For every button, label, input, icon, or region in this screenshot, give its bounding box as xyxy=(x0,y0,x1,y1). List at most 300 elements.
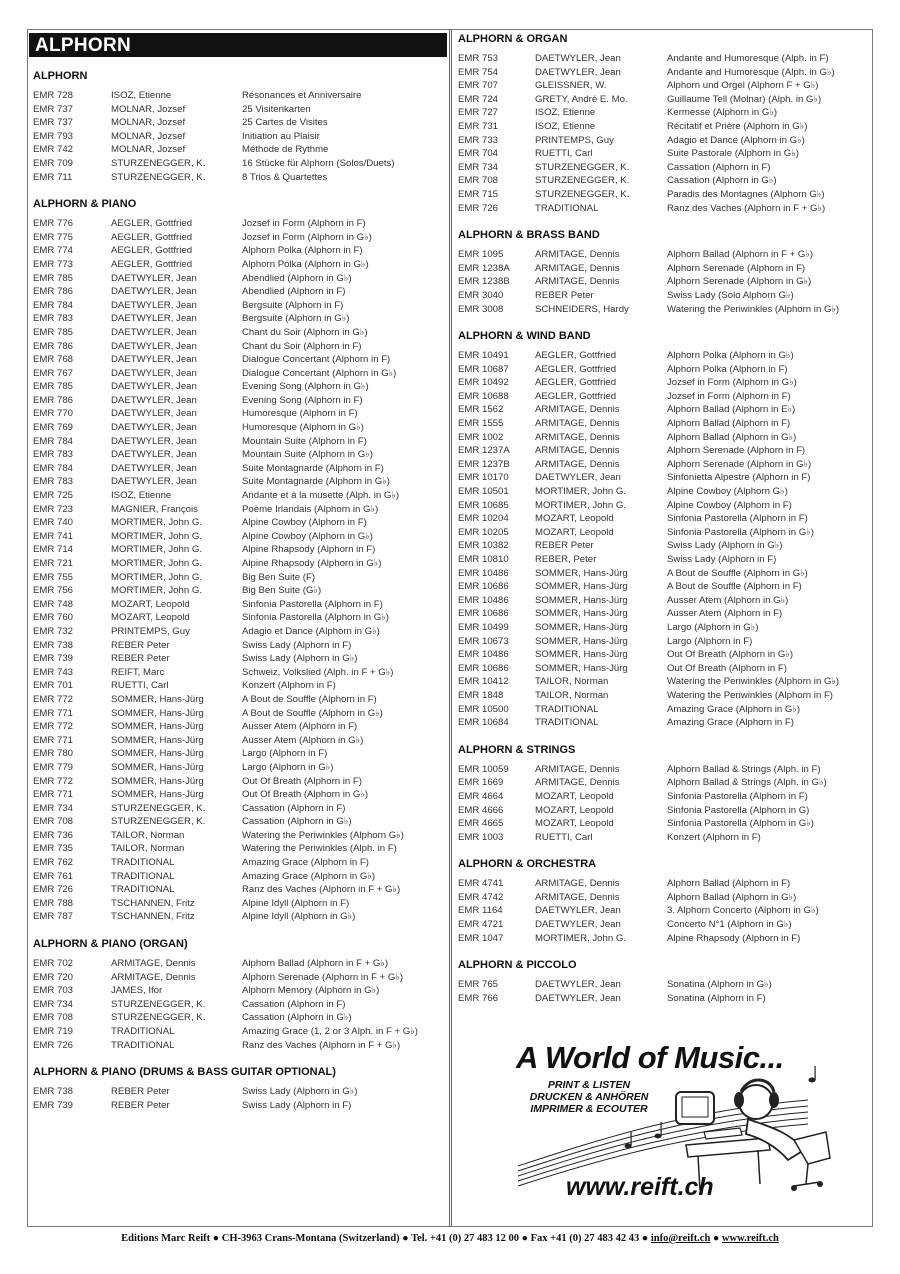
catalogue-row xyxy=(458,444,868,458)
work-title: Dialogue Concertant (Alphorn in F) xyxy=(242,354,391,366)
composer-name: AEGLER, Gottfried xyxy=(111,218,193,230)
composer-name: SOMMER, Hans-Jürg xyxy=(111,775,204,787)
work-title: Sinfonia Pastorella (Alphorn in G♭) xyxy=(667,526,814,538)
catalogue-number: EMR 732 xyxy=(33,625,73,637)
work-title: Initiation au Plaisir xyxy=(242,130,320,142)
work-title: Alphorn Serenade (Alphorn in G♭) xyxy=(667,276,812,288)
work-title: Alphorn Serenade (Alphorn in F) xyxy=(667,445,806,457)
left-column xyxy=(33,70,443,1126)
catalogue-row xyxy=(458,817,868,831)
catalogue-number: EMR 743 xyxy=(33,666,73,678)
work-title: Récitatif et Prière (Alphorn in G♭) xyxy=(667,120,808,132)
catalogue-row xyxy=(33,1039,443,1053)
catalogue-row xyxy=(33,258,443,272)
catalogue-row xyxy=(33,462,443,476)
work-title: Mountain Suite (Alphorn in G♭) xyxy=(242,449,373,461)
catalogue-row xyxy=(458,877,868,891)
work-title: Bergsuite (Alphorn in G♭) xyxy=(242,313,350,325)
catalogue-row xyxy=(458,349,868,363)
catalogue-row xyxy=(458,621,868,635)
catalogue-section xyxy=(33,938,443,1052)
composer-name: SOMMER, Hans-Jürg xyxy=(535,567,628,579)
catalogue-row xyxy=(33,775,443,789)
catalogue-number: EMR 723 xyxy=(33,503,73,515)
work-title: Big Ben Suite (G♭) xyxy=(242,585,322,597)
composer-name: AEGLER, Gottfried xyxy=(535,377,617,389)
composer-name: ARMITAGE, Dennis xyxy=(535,276,620,288)
catalogue-row xyxy=(458,120,868,134)
catalogue-section xyxy=(458,959,868,1005)
work-title: Suite Pastorale (Alphorn in G♭) xyxy=(667,148,799,160)
composer-name: DAETWYLER, Jean xyxy=(111,313,197,325)
catalogue-number: EMR 1555 xyxy=(458,418,504,430)
catalogue-number: EMR 726 xyxy=(33,1039,73,1051)
catalogue-number: EMR 10412 xyxy=(458,676,509,688)
catalogue-number: EMR 10685 xyxy=(458,499,509,511)
catalogue-number: EMR 703 xyxy=(33,985,73,997)
catalogue-number: EMR 734 xyxy=(33,998,73,1010)
work-title: Chant du Soir (Alphorn in G♭) xyxy=(242,326,368,338)
composer-name: TRADITIONAL xyxy=(111,1039,175,1051)
work-title: Suite Montagnarde (Alphorn in G♭) xyxy=(242,476,390,488)
composer-name: DAETWYLER, Jean xyxy=(111,326,197,338)
catalogue-row xyxy=(33,856,443,870)
work-title: Alphorn Ballad (Alphorn in F + G♭) xyxy=(667,249,814,261)
catalogue-row xyxy=(33,584,443,598)
catalogue-row xyxy=(33,611,443,625)
catalogue-number: EMR 708 xyxy=(33,816,73,828)
footer-email-link[interactable]: info@reift.ch xyxy=(650,1233,711,1244)
work-title: Alphorn Polka (Alphorn in F) xyxy=(242,245,363,257)
catalogue-number: EMR 774 xyxy=(33,245,73,257)
work-title: Watering the Periwinkles (Alph. in F) xyxy=(242,843,397,855)
composer-name: AEGLER, Gottfried xyxy=(535,363,617,375)
work-title: Sonatina (Alphorn in F) xyxy=(667,992,766,1004)
work-title: Swiss Lady (Alphorn in G♭) xyxy=(667,540,783,552)
catalogue-number: EMR 708 xyxy=(458,175,498,187)
work-title: Adagio et Dance (Alphorn in G♭) xyxy=(667,134,805,146)
composer-name: JAMES, Ifor xyxy=(111,985,163,997)
catalogue-row xyxy=(33,998,443,1012)
composer-name: DAETWYLER, Jean xyxy=(535,905,621,917)
column-divider xyxy=(449,29,452,1227)
catalogue-row xyxy=(33,598,443,612)
catalogue-number: EMR 785 xyxy=(33,381,73,393)
composer-name: TRADITIONAL xyxy=(535,717,599,729)
catalogue-number: EMR 776 xyxy=(33,218,73,230)
catalogue-row xyxy=(33,285,443,299)
work-title: Dialogue Concertant (Alphorn in G♭) xyxy=(242,367,397,379)
catalogue-number: EMR 770 xyxy=(33,408,73,420)
composer-name: DAETWYLER, Jean xyxy=(535,992,621,1004)
composer-name: ARMITAGE, Dennis xyxy=(535,418,620,430)
work-title: Bergsuite (Alphorn in F) xyxy=(242,299,344,311)
catalogue-number: EMR 771 xyxy=(33,789,73,801)
composer-name: RUETTI, Carl xyxy=(535,831,593,843)
work-title: Watering the Periwinkles (Alphorn G♭) xyxy=(242,829,404,841)
catalogue-number: EMR 719 xyxy=(33,1026,73,1037)
composer-name: MOLNAR, Jozsef xyxy=(111,144,186,156)
work-title: Alphorn Ballad & Strings (Alph. in G♭) xyxy=(667,777,827,789)
work-title: Swiss Lady (Solo Alphorn G♭) xyxy=(667,289,794,301)
catalogue-number: EMR 10686 xyxy=(458,608,509,620)
composer-name: ISOZ, Etienne xyxy=(535,120,596,132)
catalogue-row xyxy=(458,662,868,676)
composer-name: MORTIMER, John G. xyxy=(111,530,202,542)
work-title: Konzert (Alphorn in F) xyxy=(242,680,336,692)
catalogue-number: EMR 742 xyxy=(33,144,73,156)
work-title: Résonances et Anniversaire xyxy=(242,90,362,101)
catalogue-row xyxy=(458,161,868,175)
catalogue-row xyxy=(458,188,868,202)
catalogue-row xyxy=(458,992,868,1006)
catalogue-number: EMR 785 xyxy=(33,272,73,284)
work-title: Largo (Alphorn in G♭) xyxy=(242,761,334,773)
catalogue-row xyxy=(33,380,443,394)
catalogue-number: EMR 727 xyxy=(458,107,498,119)
catalogue-number: EMR 4742 xyxy=(458,891,504,903)
catalogue-row xyxy=(458,580,868,594)
logo-url: www.reift.ch xyxy=(566,1173,714,1201)
catalogue-number: EMR 10059 xyxy=(458,763,509,775)
composer-name: REBER Peter xyxy=(111,1086,170,1098)
composer-name: DAETWYLER, Jean xyxy=(535,53,621,64)
composer-name: TSCHANNEN, Fritz xyxy=(111,911,195,923)
catalogue-number: EMR 701 xyxy=(33,680,73,692)
work-title: Andante et à la musette (Alph. in G♭) xyxy=(242,490,400,502)
reift-logo xyxy=(508,1040,848,1205)
catalogue-number: EMR 10486 xyxy=(458,649,509,661)
footer-contact: Editions Marc Reift ● CH-3963 Crans-Montana (Switzerland) ● Tel. +41 (0) 27 483 12 00 ● Fax +41 (0) 27 483 42 43 ● xyxy=(121,1233,651,1244)
catalogue-number: EMR 10499 xyxy=(458,621,509,633)
catalogue-number: EMR 793 xyxy=(33,130,73,142)
catalogue-number: EMR 786 xyxy=(33,286,73,298)
composer-name: ARMITAGE, Dennis xyxy=(535,262,620,274)
work-title: Ranz des Vaches (Alphorn in F + G♭) xyxy=(242,1039,401,1051)
catalogue-row xyxy=(33,747,443,761)
work-title: Sinfonia Pastorella (Alphorn in G♭) xyxy=(667,818,814,830)
composer-name: MOZART, Leopold xyxy=(535,526,614,538)
work-title: Sinfonia Pastorella (Alphorn in G♭) xyxy=(242,612,389,624)
catalogue-number: EMR 754 xyxy=(458,66,498,78)
catalogue-row xyxy=(458,539,868,553)
catalogue-row xyxy=(33,707,443,721)
work-title: Ausser Atem (Alphorn in F) xyxy=(242,721,358,733)
catalogue-row xyxy=(458,471,868,485)
composer-name: DAETWYLER, Jean xyxy=(535,66,621,78)
catalogue-number: EMR 772 xyxy=(33,721,73,733)
catalogue-row xyxy=(458,553,868,567)
composer-name: TRADITIONAL xyxy=(111,884,175,896)
composer-name: DAETWYLER, Jean xyxy=(535,979,621,991)
work-title: Ausser Atem (Alphorn in G♭) xyxy=(242,734,364,746)
composer-name: ARMITAGE, Dennis xyxy=(535,445,620,457)
catalogue-row xyxy=(33,89,443,103)
catalogue-row xyxy=(33,625,443,639)
catalogue-number: EMR 784 xyxy=(33,299,73,311)
catalogue-number: EMR 3008 xyxy=(458,303,504,315)
work-title: Alphorn Ballad (Alphorn in G♭) xyxy=(667,431,797,443)
composer-name: REBER, Peter xyxy=(535,554,597,565)
work-title: Humoresque (Alphorn in F) xyxy=(242,408,358,420)
composer-name: SOMMER, Hans-Jürg xyxy=(535,662,628,674)
catalogue-row xyxy=(33,815,443,829)
catalogue-row xyxy=(33,407,443,421)
composer-name: DAETWYLER, Jean xyxy=(111,286,197,298)
catalogue-number: EMR 4664 xyxy=(458,790,504,802)
composer-name: TAILOR, Norman xyxy=(535,676,609,688)
catalogue-number: EMR 725 xyxy=(33,490,73,502)
catalogue-row xyxy=(33,326,443,340)
work-title: 25 Cartes de Visites xyxy=(242,117,328,129)
catalogue-list xyxy=(458,349,868,730)
catalogue-number: EMR 788 xyxy=(33,897,73,909)
catalogue-row xyxy=(458,831,868,845)
catalogue-number: EMR 10687 xyxy=(458,363,509,375)
catalogue-row xyxy=(33,516,443,530)
catalogue-row xyxy=(33,435,443,449)
section-title: ALPHORN & WIND BAND xyxy=(458,330,591,343)
composer-name: STURZENEGGER, K. xyxy=(535,161,630,173)
composer-name: DAETWYLER, Jean xyxy=(111,408,197,420)
composer-name: SOMMER, Hans-Jürg xyxy=(111,789,204,801)
section-title: ALPHORN xyxy=(33,70,88,82)
catalogue-row xyxy=(458,918,868,932)
composer-name: MORTIMER, John G. xyxy=(535,486,626,498)
composer-name: STURZENEGGER, K. xyxy=(111,998,206,1010)
catalogue-number: EMR 785 xyxy=(33,326,73,338)
catalogue-number: EMR 1047 xyxy=(458,932,504,944)
catalogue-list xyxy=(458,877,868,945)
catalogue-row xyxy=(33,971,443,985)
catalogue-number: EMR 766 xyxy=(458,992,498,1004)
composer-name: REBER Peter xyxy=(535,540,594,552)
catalogue-number: EMR 1238A xyxy=(458,262,510,274)
composer-name: ARMITAGE, Dennis xyxy=(535,404,620,416)
work-title: Cassation (Alphorn in F) xyxy=(242,802,346,814)
composer-name: MOZART, Leopold xyxy=(535,513,614,525)
composer-name: DAETWYLER, Jean xyxy=(111,449,197,461)
catalogue-row xyxy=(458,891,868,905)
composer-name: ISOZ, Etienne xyxy=(111,490,172,502)
catalogue-section xyxy=(33,70,443,184)
composer-name: SOMMER, Hans-Jürg xyxy=(535,635,628,647)
catalogue-number: EMR 4721 xyxy=(458,919,504,931)
catalogue-number: EMR 772 xyxy=(33,693,73,705)
catalogue-number: EMR 768 xyxy=(33,354,73,366)
catalogue-number: EMR 783 xyxy=(33,313,73,325)
catalogue-row xyxy=(33,557,443,571)
work-title: Big Ben Suite (F) xyxy=(242,571,316,583)
composer-name: SOMMER, Hans-Jürg xyxy=(111,707,204,719)
work-title: Alpine Rhapsody (Alphorn in G♭) xyxy=(242,558,382,569)
catalogue-number: EMR 786 xyxy=(33,394,73,406)
section-title: ALPHORN & PIANO (DRUMS & BASS GUITAR OPTIONAL) xyxy=(33,1066,336,1079)
catalogue-number: EMR 735 xyxy=(33,843,73,855)
catalogue-row xyxy=(458,262,868,276)
work-title: Konzert (Alphorn in F) xyxy=(667,831,761,843)
catalogue-number: EMR 787 xyxy=(33,911,73,923)
catalogue-number: EMR 10810 xyxy=(458,554,509,565)
work-title: A Bout de Souffle (Alphorn in G♭) xyxy=(242,707,383,719)
catalogue-row xyxy=(33,217,443,231)
catalogue-row xyxy=(33,802,443,816)
catalogue-row xyxy=(458,363,868,377)
catalogue-number: EMR 1562 xyxy=(458,404,504,416)
composer-name: SCHNEIDERS, Hardy xyxy=(535,303,629,315)
catalogue-number: EMR 765 xyxy=(458,979,498,991)
catalogue-row xyxy=(33,171,443,185)
catalogue-row xyxy=(458,174,868,188)
catalogue-row xyxy=(458,52,868,66)
catalogue-number: EMR 1238B xyxy=(458,276,510,288)
catalogue-row xyxy=(458,431,868,445)
composer-name: MOZART, Leopold xyxy=(535,804,614,816)
catalogue-row xyxy=(33,652,443,666)
composer-name: MOZART, Leopold xyxy=(111,612,190,624)
catalogue-row xyxy=(458,648,868,662)
work-title: Alphorn Polka (Alphorn in G♭) xyxy=(667,350,794,362)
catalogue-row xyxy=(458,106,868,120)
logo-line-imprimer: IMPRIMER & ECOUTER xyxy=(530,1103,648,1115)
work-title: Amazing Grace (Alphorn in G♭) xyxy=(242,870,376,882)
catalogue-number: EMR 4666 xyxy=(458,804,504,816)
catalogue-row xyxy=(33,1011,443,1025)
catalogue-number: EMR 762 xyxy=(33,857,73,869)
catalogue-row xyxy=(33,693,443,707)
work-title: Sonatina (Alphorn in G♭) xyxy=(667,979,772,991)
composer-name: MOZART, Leopold xyxy=(535,818,614,830)
composer-name: MOZART, Leopold xyxy=(535,790,614,802)
work-title: Alpine Idyll (Alphorn in F) xyxy=(242,897,350,909)
work-title: Swiss Lady (Alphorn in G♭) xyxy=(242,653,358,665)
catalogue-row xyxy=(458,776,868,790)
composer-name: TRADITIONAL xyxy=(111,870,175,882)
composer-name: SOMMER, Hans-Jürg xyxy=(535,649,628,661)
catalogue-row xyxy=(33,367,443,381)
catalogue-row xyxy=(458,248,868,262)
work-title: Alphorn Ballad (Alphorn in F + G♭) xyxy=(242,958,389,970)
work-title: Ausser Atem (Alphorn in F) xyxy=(667,608,783,620)
catalogue-number: EMR 10382 xyxy=(458,540,509,552)
catalogue-number: EMR 10688 xyxy=(458,390,509,402)
composer-name: RUETTI, Carl xyxy=(111,680,169,692)
work-title: A Bout de Souffle (Alphorn in G♭) xyxy=(667,567,808,579)
work-title: A Bout de Souffle (Alphorn in F) xyxy=(667,581,802,593)
catalogue-row xyxy=(33,448,443,462)
composer-name: DAETWYLER, Jean xyxy=(535,919,621,931)
composer-name: TAILOR, Norman xyxy=(111,843,185,855)
catalogue-number: EMR 10684 xyxy=(458,717,509,729)
work-title: Concerto N°1 (Alphorn in G♭) xyxy=(667,919,792,931)
composer-name: ARMITAGE, Dennis xyxy=(535,777,620,789)
catalogue-number: EMR 707 xyxy=(458,80,498,92)
composer-name: MORTIMER, John G. xyxy=(111,571,202,583)
catalogue-number: EMR 10205 xyxy=(458,526,509,538)
catalogue-number: EMR 10686 xyxy=(458,662,509,674)
catalogue-number: EMR 709 xyxy=(33,157,73,169)
catalogue-number: EMR 726 xyxy=(33,884,73,896)
catalogue-row xyxy=(458,93,868,107)
work-title: Cassation (Alphorn in G♭) xyxy=(242,1012,352,1024)
catalogue-row xyxy=(458,635,868,649)
work-title: Amazing Grace (Alphorn in F) xyxy=(242,857,369,869)
composer-name: AEGLER, Gottfried xyxy=(535,350,617,362)
catalogue-row xyxy=(33,883,443,897)
catalogue-section xyxy=(458,229,868,316)
catalogue-row xyxy=(33,143,443,157)
work-title: Humoresque (Alphorn in G♭) xyxy=(242,422,364,434)
catalogue-row xyxy=(33,394,443,408)
work-title: Alphorn Serenade (Alphorn in F) xyxy=(667,262,806,274)
work-title: Alpine Cowboy (Alphorn in G♭) xyxy=(242,530,373,542)
footer-web-link[interactable]: www.reift.ch xyxy=(721,1233,779,1244)
work-title: Adagio et Dance (Alphorn in G♭) xyxy=(242,625,380,637)
work-title: Alphorn Memory (Alphorn in G♭) xyxy=(242,985,380,997)
catalogue-row xyxy=(33,103,443,117)
catalogue-row xyxy=(458,390,868,404)
catalogue-row xyxy=(458,978,868,992)
catalogue-number: EMR 738 xyxy=(33,639,73,651)
catalogue-row xyxy=(458,458,868,472)
catalogue-row xyxy=(458,485,868,499)
composer-name: DAETWYLER, Jean xyxy=(111,354,197,366)
catalogue-number: EMR 1237B xyxy=(458,458,510,470)
catalogue-number: EMR 737 xyxy=(33,103,73,115)
work-title: Alpine Rhapsody (Alphorn in F) xyxy=(242,544,376,556)
work-title: Alpine Cowboy (Alphorn in F) xyxy=(667,499,792,511)
composer-name: TRADITIONAL xyxy=(535,703,599,715)
catalogue-number: EMR 739 xyxy=(33,1099,73,1111)
composer-name: REBER Peter xyxy=(111,1099,170,1111)
work-title: Sinfonietta Alpestre (Alphorn in F) xyxy=(667,472,811,484)
work-title: Andante and Humoresque (Alph. in F) xyxy=(667,53,829,64)
work-title: Poème Irlandais (Alphorn in G♭) xyxy=(242,503,379,515)
work-title: Amazing Grace (Alphorn in F) xyxy=(667,717,794,729)
work-title: Jozsef in Form (Alphorn in G♭) xyxy=(667,377,797,389)
work-title: Out Of Breath (Alphorn in F) xyxy=(242,775,362,787)
catalogue-number: EMR 771 xyxy=(33,734,73,746)
catalogue-section xyxy=(458,330,868,730)
catalogue-row xyxy=(458,790,868,804)
work-title: Alphorn Ballad (Alphorn in E♭) xyxy=(667,404,796,416)
catalogue-number: EMR 10492 xyxy=(458,377,509,389)
composer-name: DAETWYLER, Jean xyxy=(111,422,197,434)
composer-name: MAGNIER, François xyxy=(111,503,198,515)
composer-name: REIFT, Marc xyxy=(111,666,165,678)
work-title: Sinfonia Pastorella (Alphorn in G) xyxy=(667,804,810,816)
section-title: ALPHORN & ORGAN xyxy=(458,33,568,45)
composer-name: ARMITAGE, Dennis xyxy=(535,878,620,890)
composer-name: STURZENEGGER, K. xyxy=(111,157,206,169)
section-title: ALPHORN & BRASS BAND xyxy=(458,229,600,242)
catalogue-row xyxy=(458,403,868,417)
composer-name: DAETWYLER, Jean xyxy=(111,462,197,474)
catalogue-row xyxy=(458,147,868,161)
catalogue-row xyxy=(33,788,443,802)
catalogue-number: EMR 784 xyxy=(33,462,73,474)
catalogue-section xyxy=(33,1066,443,1112)
work-title: Out Of Breath (Alphorn in G♭) xyxy=(242,789,369,801)
catalogue-row xyxy=(33,130,443,144)
catalogue-number: EMR 724 xyxy=(458,93,498,105)
catalogue-list xyxy=(458,763,868,845)
composer-name: MORTIMER, John G. xyxy=(535,932,626,944)
composer-name: ARMITAGE, Dennis xyxy=(535,763,620,775)
work-title: Watering the Periwinkles (Alphorn in G♭) xyxy=(667,303,840,315)
catalogue-row xyxy=(458,499,868,513)
composer-name: ARMITAGE, Dennis xyxy=(111,958,196,970)
